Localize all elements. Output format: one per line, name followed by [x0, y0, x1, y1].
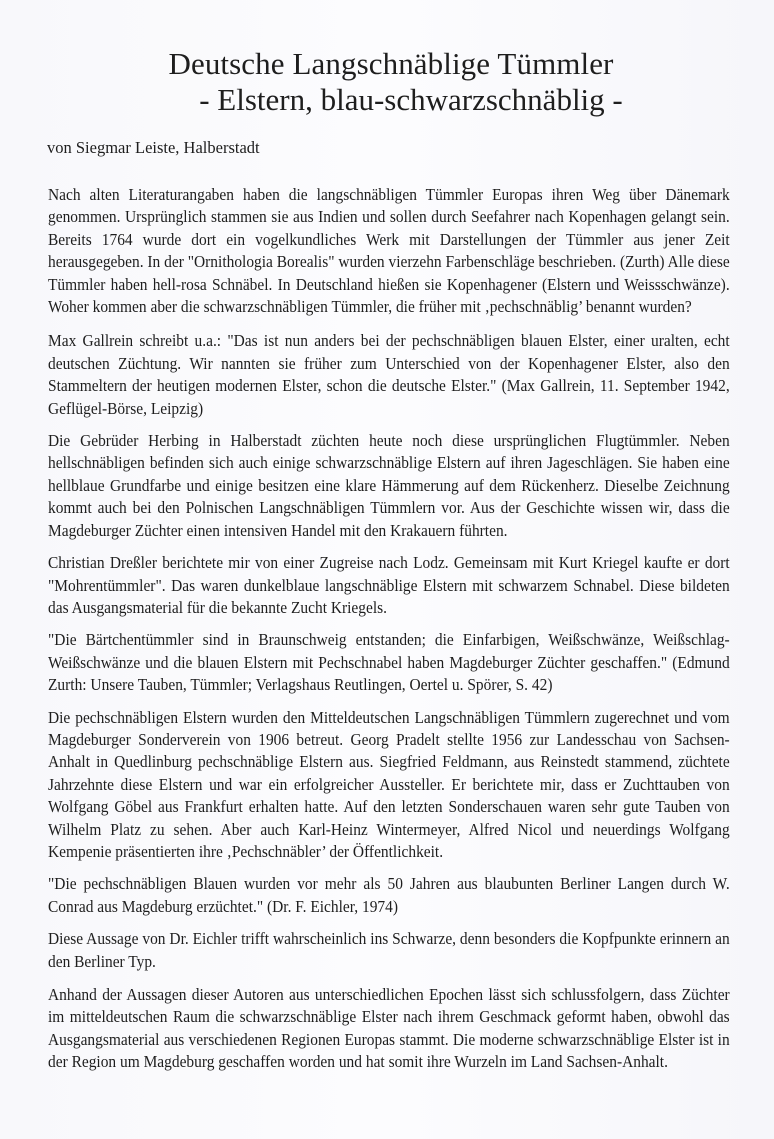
document-title: Deutsche Langschnäblige Tümmler: [168, 46, 614, 81]
paragraph-origins: Nach alten Literaturangaben haben die langschnäbligen Tümmler Europas ihren Weg über Dänemark genommen. Ursprünglich stammen sie aus Indien und sollen durch Seefahrer nach Kopenhagen gelangt sein. Bereits 1764 wurde dort ein vogelkundliches Werk mit Darstellungen der Tümmler aus jener Zeit herausgegeben. In der "Ornithologia Borealis" wurden vierzehn Farbenschläge beschrieben. (Zurth) Alle diese Tümmler haben hell-rosa Schnäbel. In Deutschland hießen sie Kopenhagener (Elstern und Weissschwänze). Woher kommen aber die schwarzschnäbligen Tümmler, die früher mit ‚pechschnäblig’ benannt wurden?: [48, 185, 730, 317]
article-body: [48, 184, 730, 1084]
paragraph-gallrein-quote: Max Gallrein schreibt u.a.: "Das ist nun anders bei der pechschnäbligen blauen Elster, einer uralten, echt deutschen Züchtung. Wir nannten sie früher zum Unterschied von der Kopenhagener Elster, also den Stammeltern der heutigen modernen Elster, schon die deutsche Elster." (Max Gallrein, 11. September 1942, Geflügel-Börse, Leipzig): [48, 331, 730, 418]
paragraph-zurth-quote: "Die Bärtchentümmler sind in Braunschweig entstanden; die Einfarbigen, Weißschwänze, Weißschlag-Weißschwänze und die blauen Elstern mit Pechschnabel haben Magdeburger Züchter geschaffen." (Edmund Zurth: Unsere Tauben, Tümmler; Verlagshaus Reutlingen, Oertel u. Spörer, S. 42): [48, 630, 730, 695]
paragraph-conclusion: Anhand der Aussagen dieser Autoren aus unterschiedlichen Epochen lässt sich schlussfolgern, dass Züchter im mitteldeutschen Raum die schwarzschnäblige Elster nach ihrem Geschmack geformt haben, obwohl das Ausgangsmaterial aus verschiedenen Regionen Europas stammt. Die moderne schwarzschnäblige Elster ist in der Region um Magdeburg geschaffen worden und hat somit ihre Wurzeln im Land Sachsen-Anhalt.: [48, 985, 730, 1072]
document-subtitle: - Elstern, blau-schwarzschnäblig -: [199, 82, 623, 117]
paragraph-herbing: Die Gebrüder Herbing in Halberstadt züchten heute noch diese ursprünglichen Flugtümmler. Neben hellschnäbligen befinden sich auch einige schwarzschnäblige Elstern auf ihren Jageschlägen. Sie haben eine hellblaue Grundfarbe und einige besitzen eine klare Hämmerung auf dem Rückenherz. Dieselbe Zeichnung kommt auch bei den Polnischen Langschnäbligen Tümmlern vor. Aus der Geschichte wissen wir, dass die Magdeburger Züchter einen intensiven Handel mit den Krakauern führten.: [48, 431, 730, 540]
paragraph-dressler: Christian Dreßler berichtete mir von einer Zugreise nach Lodz. Gemeinsam mit Kurt Kriegel kaufte er dort "Mohrentümmler". Das waren dunkelblaue langschnäblige Elstern mit schwarzem Schnabel. Diese bildeten das Ausgangsmaterial für die bekannte Zucht Kriegels.: [48, 553, 730, 617]
author-byline: von Siegmar Leiste, Halberstadt: [47, 138, 260, 157]
title-block: [0, 46, 774, 118]
paragraph-eichler-quote: "Die pechschnäbligen Blauen wurden vor mehr als 50 Jahren aus blaubunten Berliner Langen durch W. Conrad aus Magdeburg erzüchtet." (Dr. F. Eichler, 1974): [48, 874, 730, 916]
paragraph-breeders: Die pechschnäbligen Elstern wurden den Mitteldeutschen Langschnäbligen Tümmlern zugerechnet und vom Magdeburger Sonderverein von 1906 betreut. Georg Pradelt stellte 1956 zur Landesschau von Sachsen-Anhalt in Quedlinburg pechschnäblige Elstern aus. Siegfried Feldmann, aus Reinstedt stammend, züchtete Jahrzehnte diese Elstern und war ein erfolgreicher Aussteller. Er berichtete mir, dass er Zuchttauben von Wolfgang Göbel aus Frankfurt erhalten hatte. Auf den letzten Sonderschauen waren sehr gute Tauben von Wilhelm Platz zu sehen. Aber auch Karl-Heinz Wintermeyer, Alfred Nicol und neuerdings Wolfgang Kempenie präsentierten ihre ‚Pechschnäbler’ der Öffentlichkeit.: [48, 707, 730, 861]
paragraph-eichler-comment: Diese Aussage von Dr. Eichler trifft wahrscheinlich ins Schwarze, denn besonders die Kopfpunkte erinnern an den Berliner Typ.: [48, 929, 730, 971]
